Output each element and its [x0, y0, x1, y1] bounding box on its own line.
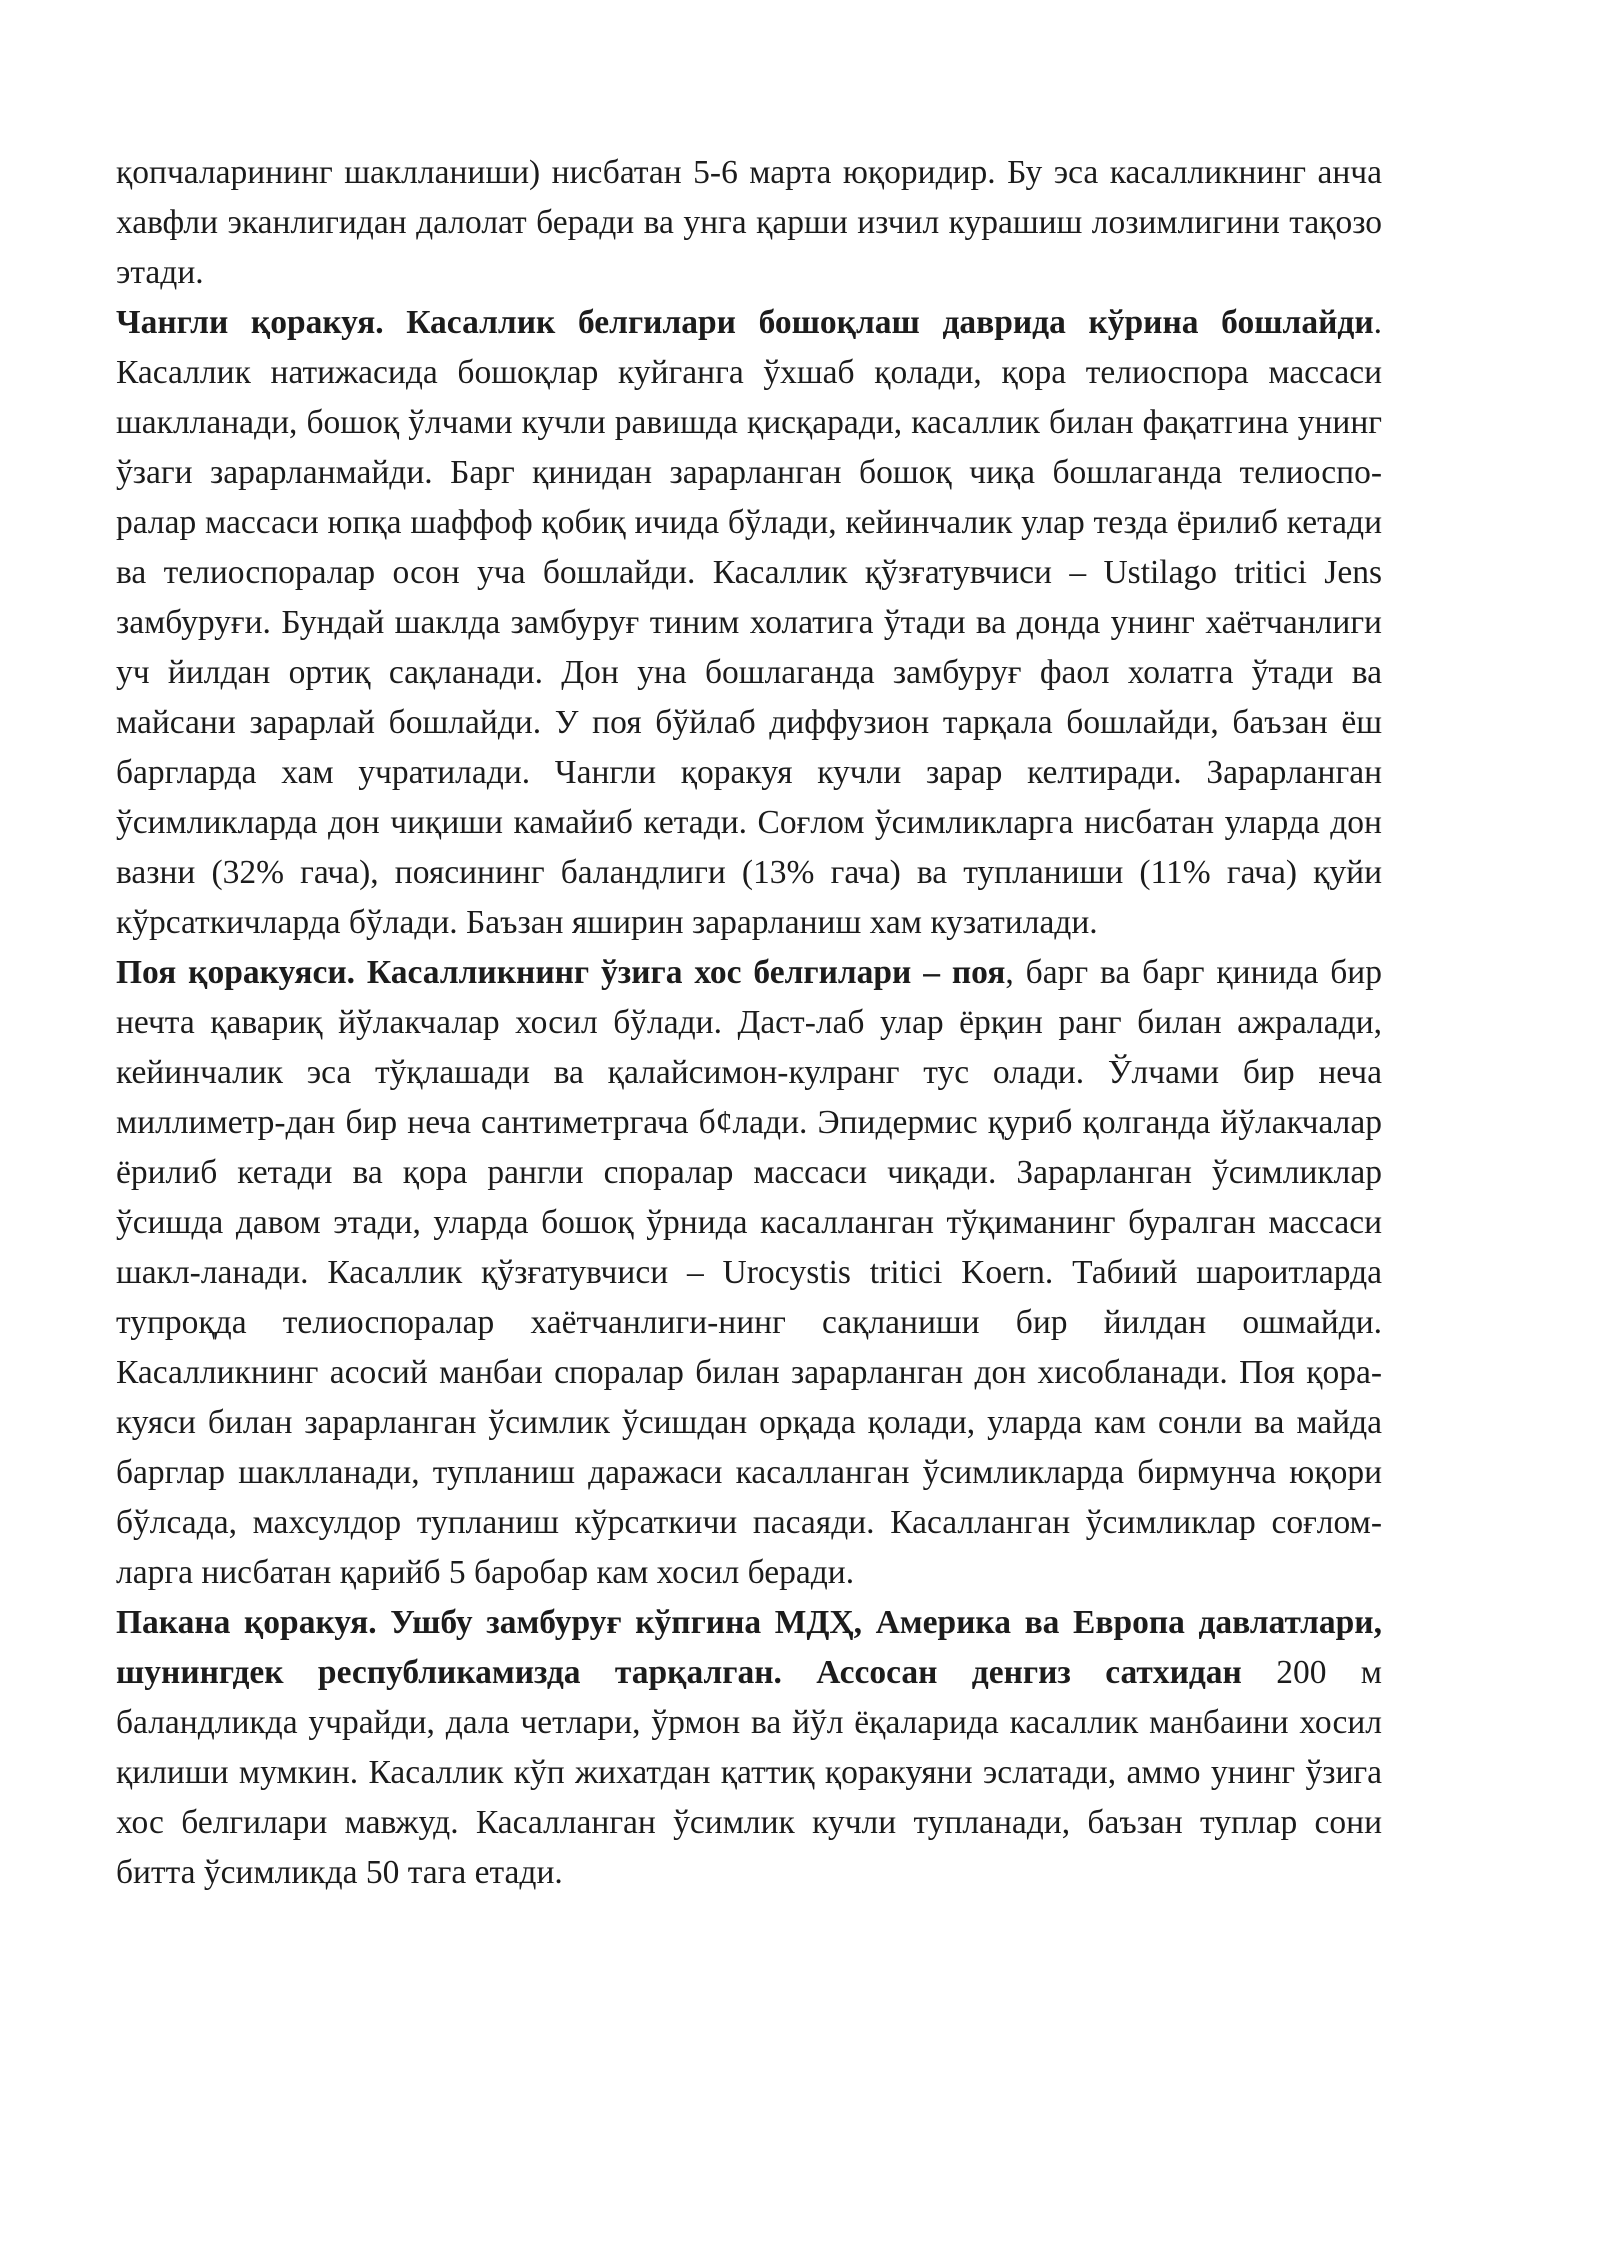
document-page: [116, 148, 1382, 1898]
paragraph-text: 200 м баландликда учрайди, дала четлари, ўрмон ва йўл ёқаларида касаллик манбаини хосил қилиши мумкин. Касаллик кўп жихатдан қаттиқ қоракуяни эслатади, аммо унинг ўзига хос белгилари мавжуд. Касалланган ўсимлик кучли тупланади, баъзан туплар сони битта ўсимликда 50 тага етади.: [116, 1654, 1382, 1891]
paragraph-loose-smut: [116, 298, 1382, 948]
paragraph-dwarf-bunt: [116, 1598, 1382, 1898]
paragraph-lead: Поя қоракуяси. Касалликнинг ўзига хос белгилари – поя: [116, 954, 1006, 991]
paragraph-text: . Касаллик натижасида бошоқлар куйганга ўхшаб қолади, қора телиоспора массаси шаклланади, бошоқ ўлчами кучли равишда қисқаради, касаллик билан фақатгина унинг ўзаги зарарланмайди. Барг қинидан зарарланган бошоқ чиқа бошлаганда телиоспо-ралар массаси юпқа шаффоф қобиқ ичида бўлади, кейинчалик улар тезда ёрилиб кетади ва телиоспоралар осон уча бошлайди. Касаллик қўзғатувчиси – Ustilago tritici Jens замбуруғи. Бундай шаклда замбуруғ тиним холатига ўтади ва донда унинг хаётчанлиги уч йилдан ортиқ сақланади. Дон уна бошлаганда замбуруғ фаол холатга ўтади ва майсани зарарлай бошлайди. У поя бўйлаб диффузион тарқала бошлайди, баъзан ёш баргларда хам учратилади. Чангли қоракуя кучли зарар келтиради. Зарарланган ўсимликларда дон чиқиши камайиб кетади. Соғлом ўсимликларга нисбатан уларда дон вазни (32% гача), поясининг баландлиги (13% гача) ва тупланиши (11% гача) қуйи кўрсаткичларда бўлади. Баъзан яширин зарарланиш хам кузатилади.: [116, 304, 1382, 941]
paragraph-text: қопчаларининг шаклланиши) нисбатан 5-6 марта юқоридир. Бу эса касалликнинг анча хавфли эканлигидан далолат беради ва унга қарши изчил курашиш лозимлигини тақозо этади.: [116, 154, 1382, 291]
paragraph-lead: Чангли қоракуя. Касаллик белгилари бошоқлаш даврида кўрина бошлайди: [116, 304, 1374, 341]
paragraph-flag-smut: [116, 948, 1382, 1598]
paragraph-text: , барг ва барг қинида бир нечта қавариқ йўлакчалар хосил бўлади. Даст-лаб улар ёрқин ранг билан ажралади, кейинчалик эса тўқлашади ва қалайсимон-кулранг тус олади. Ўлчами бир неча миллиметр-дан бир неча сантиметргача б¢лади. Эпидермис қуриб қолганда йўлакчалар ёрилиб кетади ва қора рангли споралар массаси чиқади. Зарарланган ўсимликлар ўсишда давом этади, уларда бошоқ ўрнида касалланган тўқиманинг буралган массаси шакл-ланади. Касаллик қўзғатувчиси – Urocystis tritici Koern. Табиий шароитларда тупроқда телиоспоралар хаётчанлиги-нинг сақланиши бир йилдан ошмайди. Касалликнинг асосий манбаи споралар билан зарарланган дон хисобланади. Поя қора-куяси билан зарарланган ўсимлик ўсишдан орқада қолади, уларда кам сонли ва майда барглар шаклланади, тупланиш даражаси касалланган ўсимликларда бирмунча юқори бўлсада, махсулдор тупланиш кўрсаткичи пасаяди. Касалланган ўсимликлар соғлом-ларга нисбатан қарийб 5 баробар кам хосил беради.: [116, 954, 1382, 1591]
paragraph-lead: Пакана қоракуя. Ушбу замбуруғ кўпгина МДҲ, Америка ва Европа давлатлари, шунингдек республикамизда тарқалган. Ассосан денгиз сатхидан: [116, 1604, 1382, 1691]
paragraph-intro-continuation: [116, 148, 1382, 298]
